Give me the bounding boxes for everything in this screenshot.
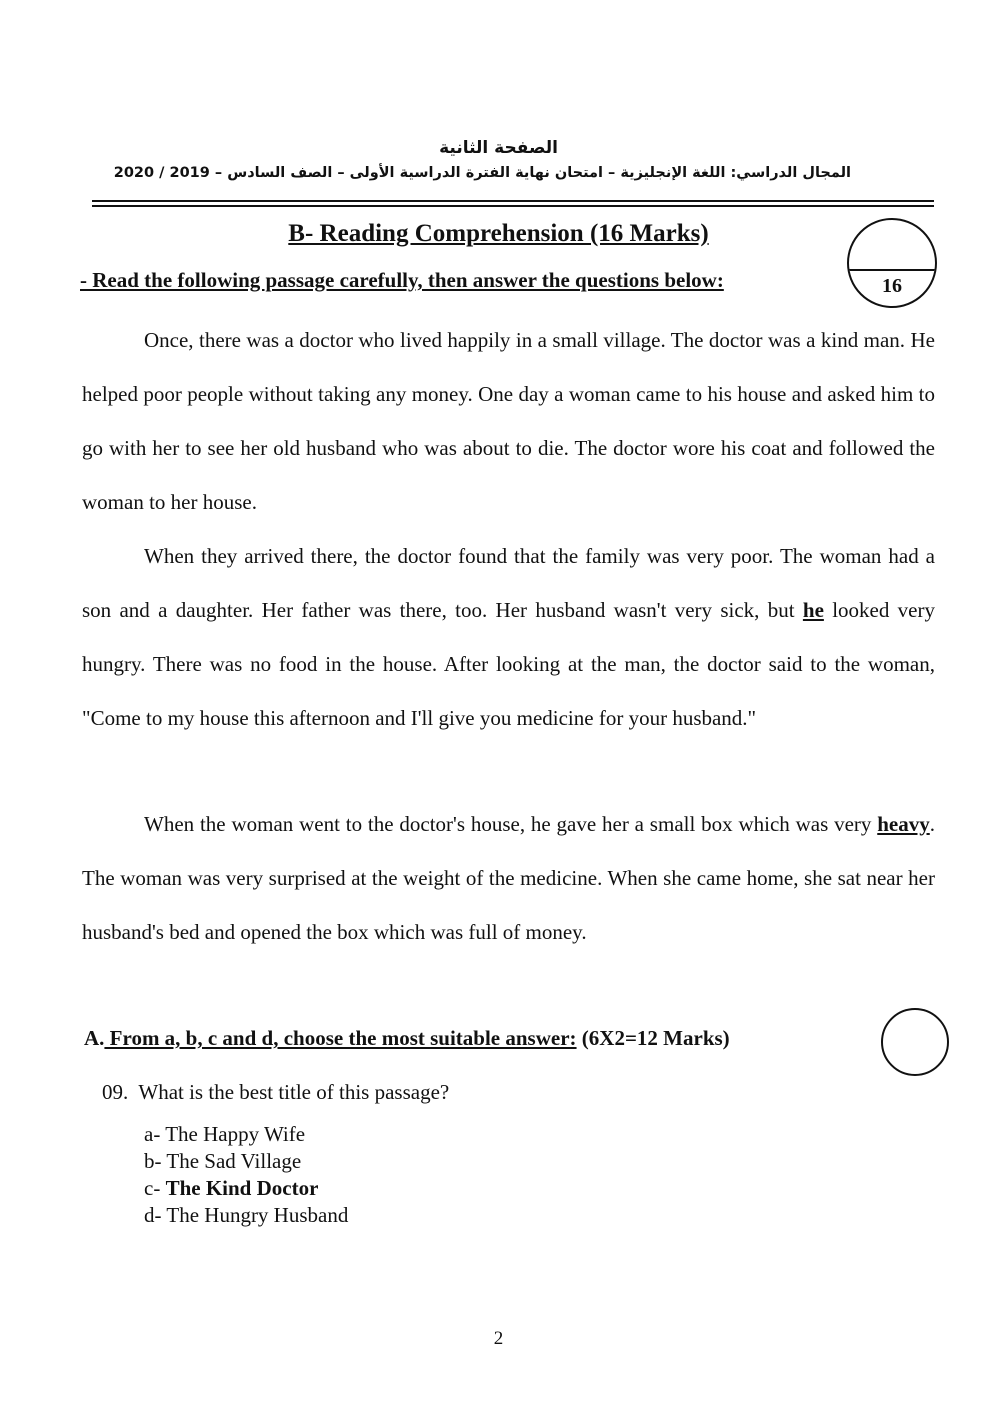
passage-paragraph-2 (82, 529, 935, 745)
highlighted-word-he: he (802, 598, 824, 622)
section-title: B- Reading Comprehension (16 Marks) (288, 220, 709, 247)
passage-2-part-a: When they arrived there, the doctor found that the family was very poor. The woman had a son and a daughter. Her father was there, too. Her husband wasn't very sick, but (82, 544, 935, 622)
option-text: The Sad Village (166, 1149, 302, 1173)
question-number: 09. (102, 1080, 129, 1104)
passage-text-1: Once, there was a doctor who lived happily in a small village. The doctor was a kind man. He helped poor people without taking any money. One day a woman came to his house and asked him to go with her to see her old husband who was about to die. The doctor wore his coat and followed the woman to her house. (82, 328, 935, 514)
score-total: 16 (882, 275, 902, 297)
question-text: What is the best title of this passage? (138, 1080, 450, 1104)
passage-2-part-b: looked very hungry. There was no food in the house. After looking at the man, the doctor said to the woman, "Come to my house this afternoon and I'll give you medicine for your husband." (82, 598, 935, 730)
option-b[interactable] (144, 1148, 348, 1175)
header-divider (92, 200, 934, 207)
score-circle-divider (849, 269, 935, 271)
part-a-heading (84, 1026, 730, 1051)
option-letter: c- (144, 1176, 166, 1200)
passage-text-3 (82, 797, 935, 959)
passage-paragraph-3 (82, 797, 935, 959)
part-a-instruction: From a, b, c and d, choose the most suitable answer: (104, 1026, 577, 1050)
option-c[interactable] (144, 1175, 348, 1202)
part-a-score-circle (881, 1008, 949, 1076)
part-a-prefix: A. (84, 1026, 105, 1050)
question-9 (102, 1080, 449, 1105)
option-d[interactable] (144, 1202, 348, 1229)
passage-paragraph-1 (82, 313, 935, 529)
exam-subtitle-arabic: المجال الدراسي: اللغة الإنجليزية – امتحان نهاية الفترة الدراسية الأولى – الصف السادس – 2019 / 2020 (113, 165, 851, 181)
option-letter: d- (144, 1203, 167, 1227)
option-letter: b- (144, 1149, 167, 1173)
answer-options (144, 1121, 348, 1229)
page-number: 2 (493, 1328, 504, 1349)
passage-3-part-b: . The woman was very surprised at the weight of the medicine. When she came home, she sat near her husband's bed and opened the box which was full of money. (82, 812, 935, 944)
option-text: The Happy Wife (165, 1122, 306, 1146)
reading-instruction: - Read the following passage carefully, then answer the questions below: (80, 268, 724, 292)
option-a[interactable] (144, 1121, 348, 1148)
part-a-marks: (6X2=12 Marks) (576, 1026, 730, 1050)
passage-3-part-a: When the woman went to the doctor's house, he gave her a small box which was very (144, 812, 878, 836)
option-text: The Hungry Husband (166, 1203, 349, 1227)
score-circle (847, 218, 937, 308)
highlighted-word-heavy: heavy (877, 812, 930, 836)
option-text-selected: The Kind Doctor (165, 1176, 319, 1200)
option-letter: a- (144, 1122, 166, 1146)
passage-text-2 (82, 529, 935, 745)
page-label-arabic: الصفحة الثانية (439, 138, 558, 158)
